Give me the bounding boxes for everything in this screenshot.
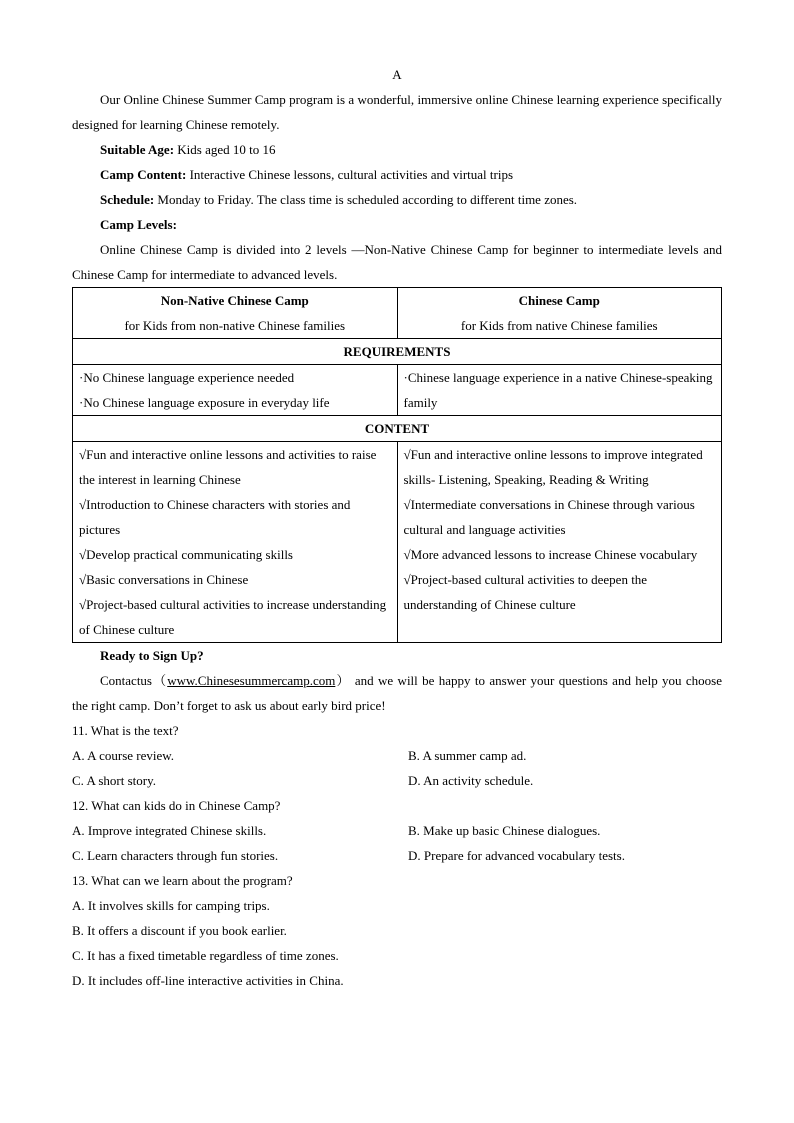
question-11-options-row2 <box>72 768 722 793</box>
question-12-options-row2 <box>72 843 722 868</box>
passage-label: A <box>392 67 402 82</box>
question-13-stem: 13. What can we learn about the program? <box>72 873 293 888</box>
col2-header <box>397 288 722 339</box>
col2-title: Chinese Camp <box>518 293 600 308</box>
list-item: √Intermediate conversations in Chinese through various cultural and language activities <box>403 497 695 537</box>
contact-prefix: Contactus（ <box>100 673 168 688</box>
detail-age-label: Suitable Age: <box>100 142 175 157</box>
detail-content <box>72 162 722 187</box>
list-item: ·No Chinese language experience needed <box>79 370 295 385</box>
col2-subtitle: for Kids from native Chinese families <box>460 318 658 333</box>
list-item: √Project-based cultural activities to increase understanding of Chinese culture <box>79 597 387 637</box>
list-item: ·Chinese language experience in a native Chinese-speaking family <box>403 370 713 410</box>
signup-heading <box>72 643 722 668</box>
signup-label: Ready to Sign Up? <box>100 648 204 663</box>
list-item: √More advanced lessons to increase Chinese vocabulary <box>403 547 698 562</box>
option-c[interactable]: C. A short story. <box>72 773 157 788</box>
content-col2 <box>397 442 722 643</box>
list-item: √Fun and interactive online lessons to improve integrated skills- Listening, Speaking, Reading & Writing <box>403 447 703 487</box>
detail-age <box>72 137 722 162</box>
levels-label: Camp Levels: <box>100 217 177 232</box>
detail-age-text: Kids aged 10 to 16 <box>174 142 276 157</box>
option-b[interactable]: B. It offers a discount if you book earlier. <box>72 923 287 938</box>
option-b[interactable]: B. A summer camp ad. <box>408 748 527 763</box>
col1-title: Non-Native Chinese Camp <box>160 293 309 308</box>
requirements-label: REQUIREMENTS <box>73 339 722 365</box>
intro-paragraph: Our Online Chinese Summer Camp program is a wonderful, immersive online Chinese learning experience specifically designed for learning Chinese remotely. <box>72 92 722 132</box>
list-item: √Project-based cultural activities to deepen the understanding of Chinese culture <box>403 572 648 612</box>
list-item: √Develop practical communicating skills <box>79 547 293 562</box>
requirements-label-row <box>73 339 722 365</box>
option-c[interactable]: C. It has a fixed timetable regardless of time zones. <box>72 948 339 963</box>
col1-subtitle: for Kids from non-native Chinese families <box>124 318 346 333</box>
website-link[interactable]: www.Chinesesummercamp.com <box>167 673 336 688</box>
detail-schedule-label: Schedule: <box>100 192 155 207</box>
option-b[interactable]: B. Make up basic Chinese dialogues. <box>408 823 601 838</box>
question-11-stem: 11. What is the text? <box>72 723 179 738</box>
contact-suffix: ） and we will be happy to answer your questions and help you choose the right camp. Don’t forget to ask us about early bird price! <box>72 673 723 713</box>
option-d[interactable]: D. Prepare for advanced vocabulary tests. <box>408 848 625 863</box>
levels-paragraph: Online Chinese Camp is divided into 2 levels —Non-Native Chinese Camp for beginner to intermediate levels and Chinese Camp for intermediate to advanced levels. <box>72 242 722 282</box>
detail-schedule <box>72 187 722 212</box>
content-col1 <box>73 442 398 643</box>
option-a[interactable]: A. Improve integrated Chinese skills. <box>72 823 267 838</box>
option-a[interactable]: A. A course review. <box>72 748 175 763</box>
contact-paragraph <box>72 668 722 718</box>
list-item: √Basic conversations in Chinese <box>79 572 249 587</box>
list-item: √Introduction to Chinese characters with stories and pictures <box>79 497 351 537</box>
content-label: CONTENT <box>73 416 722 442</box>
camp-comparison-table <box>72 287 722 643</box>
question-12-stem: 12. What can kids do in Chinese Camp? <box>72 798 281 813</box>
document-page <box>72 62 722 993</box>
option-d[interactable]: D. It includes off-line interactive activities in China. <box>72 973 344 988</box>
option-c[interactable]: C. Learn characters through fun stories. <box>72 848 279 863</box>
list-item: √Fun and interactive online lessons and activities to raise the interest in learning Chinese <box>79 447 377 487</box>
content-row <box>73 442 722 643</box>
req-col2 <box>397 365 722 416</box>
question-11-options-row1 <box>72 743 722 768</box>
col1-header <box>73 288 398 339</box>
question-12-options-row1 <box>72 818 722 843</box>
option-a[interactable]: A. It involves skills for camping trips. <box>72 898 270 913</box>
table-header-row <box>73 288 722 339</box>
option-d[interactable]: D. An activity schedule. <box>408 773 534 788</box>
detail-content-text: Interactive Chinese lessons, cultural activities and virtual trips <box>186 167 514 182</box>
detail-content-label: Camp Content: <box>100 167 187 182</box>
req-col1 <box>73 365 398 416</box>
levels-heading <box>72 212 722 237</box>
content-label-row <box>73 416 722 442</box>
list-item: ·No Chinese language exposure in everyday life <box>79 395 330 410</box>
requirements-row <box>73 365 722 416</box>
detail-schedule-text: Monday to Friday. The class time is scheduled according to different time zones. <box>154 192 578 207</box>
